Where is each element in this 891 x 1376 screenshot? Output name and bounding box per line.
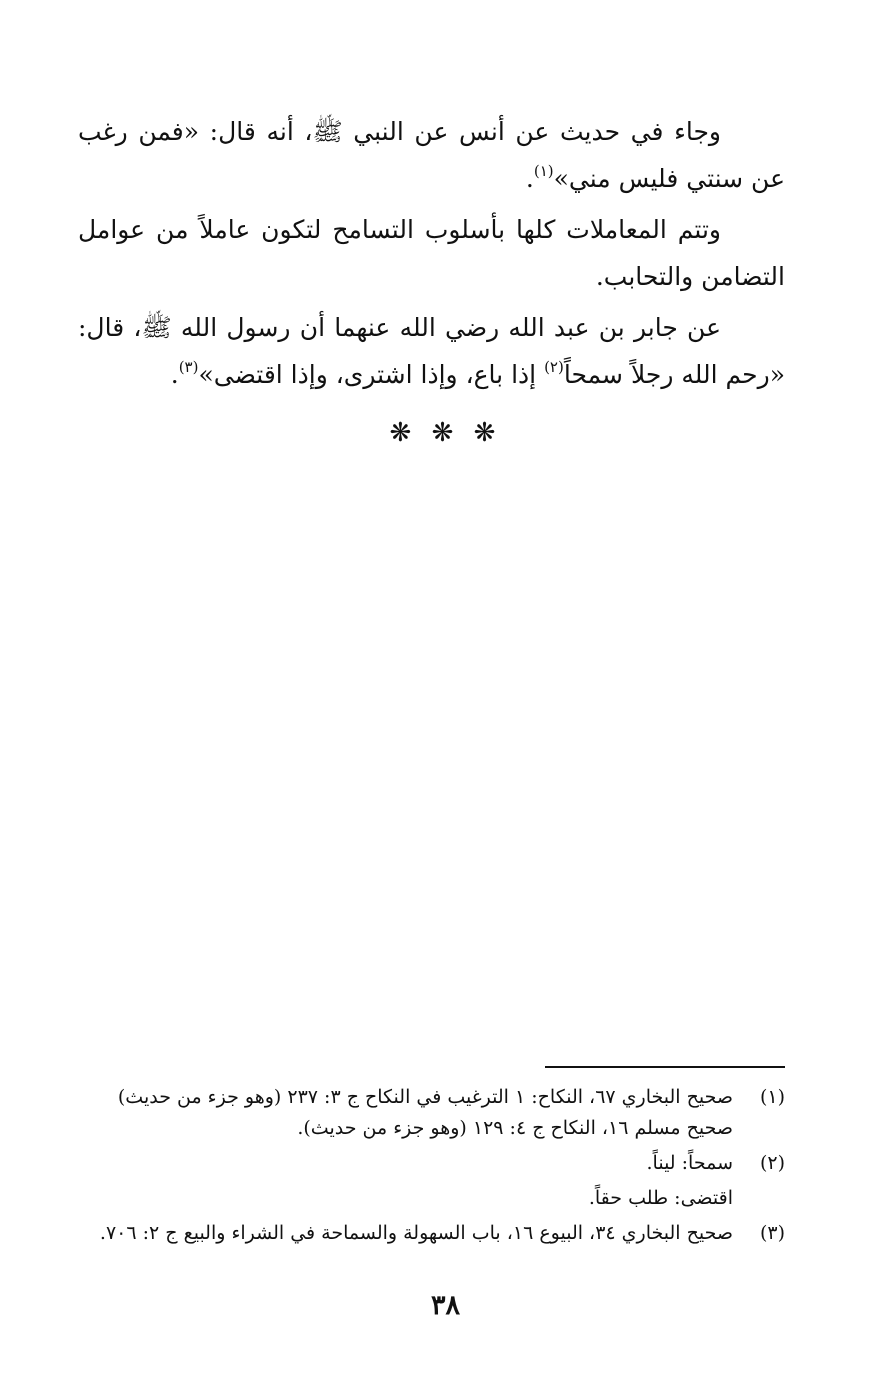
main-text bbox=[78, 108, 785, 402]
footnote-ref-2[interactable]: (٢) bbox=[544, 357, 564, 376]
footnote-2-continuation bbox=[78, 1183, 785, 1214]
footnote-number: (٢) bbox=[759, 1152, 785, 1174]
footnote-2 bbox=[78, 1148, 785, 1179]
footnotes bbox=[78, 1082, 785, 1253]
paragraph-text: وجاء في حديث عن أنس عن النبي ﷺ، أنه قال: «فمن رغب عن سنتي فليس مني» bbox=[78, 117, 785, 193]
paragraph-anas-hadith bbox=[78, 108, 785, 202]
footnote-3 bbox=[78, 1218, 785, 1249]
footnote-number: (١) bbox=[759, 1086, 785, 1108]
footnote-ref-3[interactable]: (٣) bbox=[178, 357, 199, 376]
paragraph-end: . bbox=[170, 360, 179, 389]
footnote-body bbox=[78, 1082, 733, 1144]
section-separator: ❋ ❋ ❋ bbox=[389, 418, 502, 448]
footnote-line: سمحاً: ليناً. bbox=[646, 1152, 733, 1174]
footnote-ref-1[interactable]: (١) bbox=[533, 161, 554, 180]
footnote-line: صحيح البخاري ٣٤، البيوع ١٦، باب السهولة والسماحة في الشراء والبيع ج ٢: ٧٠٦. bbox=[99, 1222, 733, 1244]
paragraph-text: عن جابر بن عبد الله رضي الله عنهما أن رسول الله ﷺ، قال: «رحم الله رجلاً سمحاً bbox=[78, 313, 785, 389]
paragraph-jabir-hadith bbox=[78, 304, 785, 398]
footnote-line: اقتضى: طلب حقاً. bbox=[588, 1187, 733, 1209]
footnote-1 bbox=[78, 1082, 785, 1144]
paragraph-end: . bbox=[525, 164, 534, 193]
paragraph-text: وتتم المعاملات كلها بأسلوب التسامح لتكون عاملاً من عوامل التضامن والتحابب. bbox=[78, 215, 785, 291]
paragraph-text-continued: إذا باع، وإذا اشترى، وإذا اقتضى» bbox=[198, 360, 545, 389]
footnote-line: صحيح مسلم ١٦، النكاح ج ٤: ١٢٩ (وهو جزء من حديث). bbox=[297, 1117, 733, 1139]
footnote-body bbox=[78, 1148, 733, 1179]
page-number: ٣٨ bbox=[430, 1290, 460, 1321]
footnote-body bbox=[78, 1218, 733, 1249]
footnote-number: (٣) bbox=[759, 1222, 785, 1244]
footnote-line: صحيح البخاري ٦٧، النكاح: ١ الترغيب في النكاح ج ٣: ٢٣٧ (وهو جزء من حديث) bbox=[117, 1086, 733, 1108]
footnote-divider bbox=[545, 1066, 785, 1068]
paragraph-tolerance bbox=[78, 206, 785, 300]
